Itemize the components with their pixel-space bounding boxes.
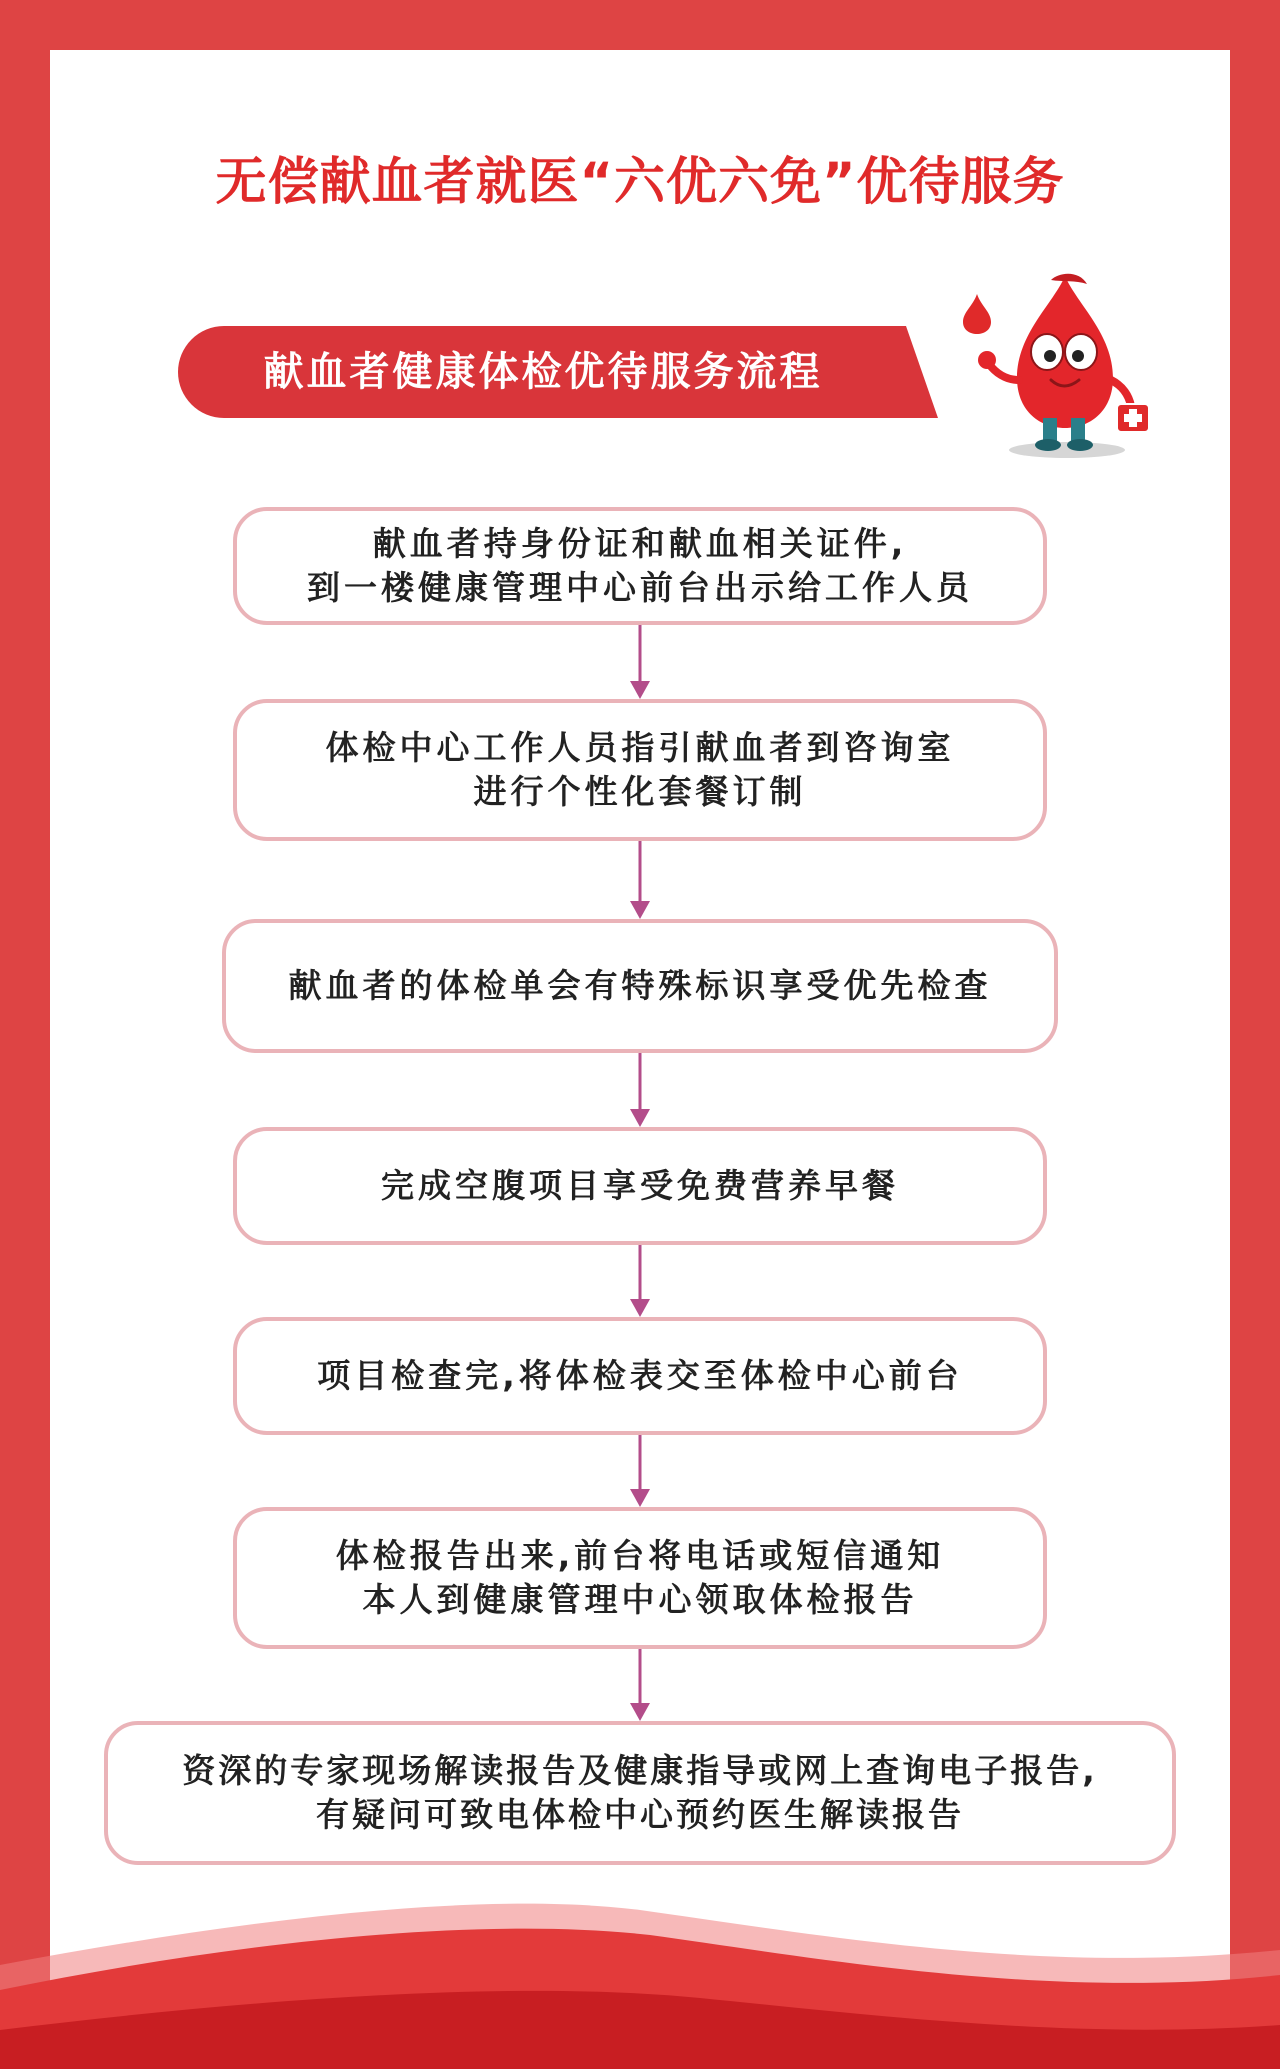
- bottom-wave-decoration: [0, 1880, 1280, 2069]
- section-title: 献血者健康体检优待服务流程: [263, 349, 823, 395]
- step-1-line2: 到一楼健康管理中心前台出示给工作人员: [307, 568, 973, 607]
- step-1-line1: 献血者持身份证和献血相关证件,: [372, 524, 908, 563]
- step-4: [233, 1127, 1047, 1245]
- blood-drop-mascot-icon: [955, 268, 1155, 463]
- step-2: [233, 699, 1047, 841]
- arrow-down-icon: [629, 625, 651, 699]
- step-5: [233, 1317, 1047, 1435]
- poster-title: 无偿献血者就医“六优六免”优待服务: [215, 153, 1065, 212]
- step-7-line1: 资深的专家现场解读报告及健康指导或网上查询电子报告,: [182, 1751, 1098, 1790]
- step-6-line2: 本人到健康管理中心领取体检报告: [362, 1580, 918, 1619]
- section-banner: [178, 326, 938, 418]
- step-7: [104, 1721, 1176, 1865]
- step-6-line1: 体检报告出来,前台将电话或短信通知: [335, 1536, 945, 1575]
- arrow-down-icon: [629, 1649, 651, 1721]
- arrow-down-icon: [629, 1245, 651, 1317]
- arrow-down-icon: [629, 841, 651, 919]
- arrow-down-icon: [629, 1435, 651, 1507]
- arrow-down-icon: [629, 1053, 651, 1127]
- step-1: [233, 507, 1047, 625]
- step-3: [222, 919, 1058, 1053]
- step-3-line1: 献血者的体检单会有特殊标识享受优先检查: [288, 966, 992, 1005]
- step-7-line2: 有疑问可致电体检中心预约医生解读报告: [315, 1795, 964, 1834]
- step-5-line1: 项目检查完,将体检表交至体检中心前台: [317, 1356, 963, 1395]
- step-4-line1: 完成空腹项目享受免费营养早餐: [381, 1166, 899, 1205]
- step-6: [233, 1507, 1047, 1649]
- step-2-line2: 进行个性化套餐订制: [473, 772, 807, 811]
- step-2-line1: 体检中心工作人员指引献血者到咨询室: [325, 728, 955, 767]
